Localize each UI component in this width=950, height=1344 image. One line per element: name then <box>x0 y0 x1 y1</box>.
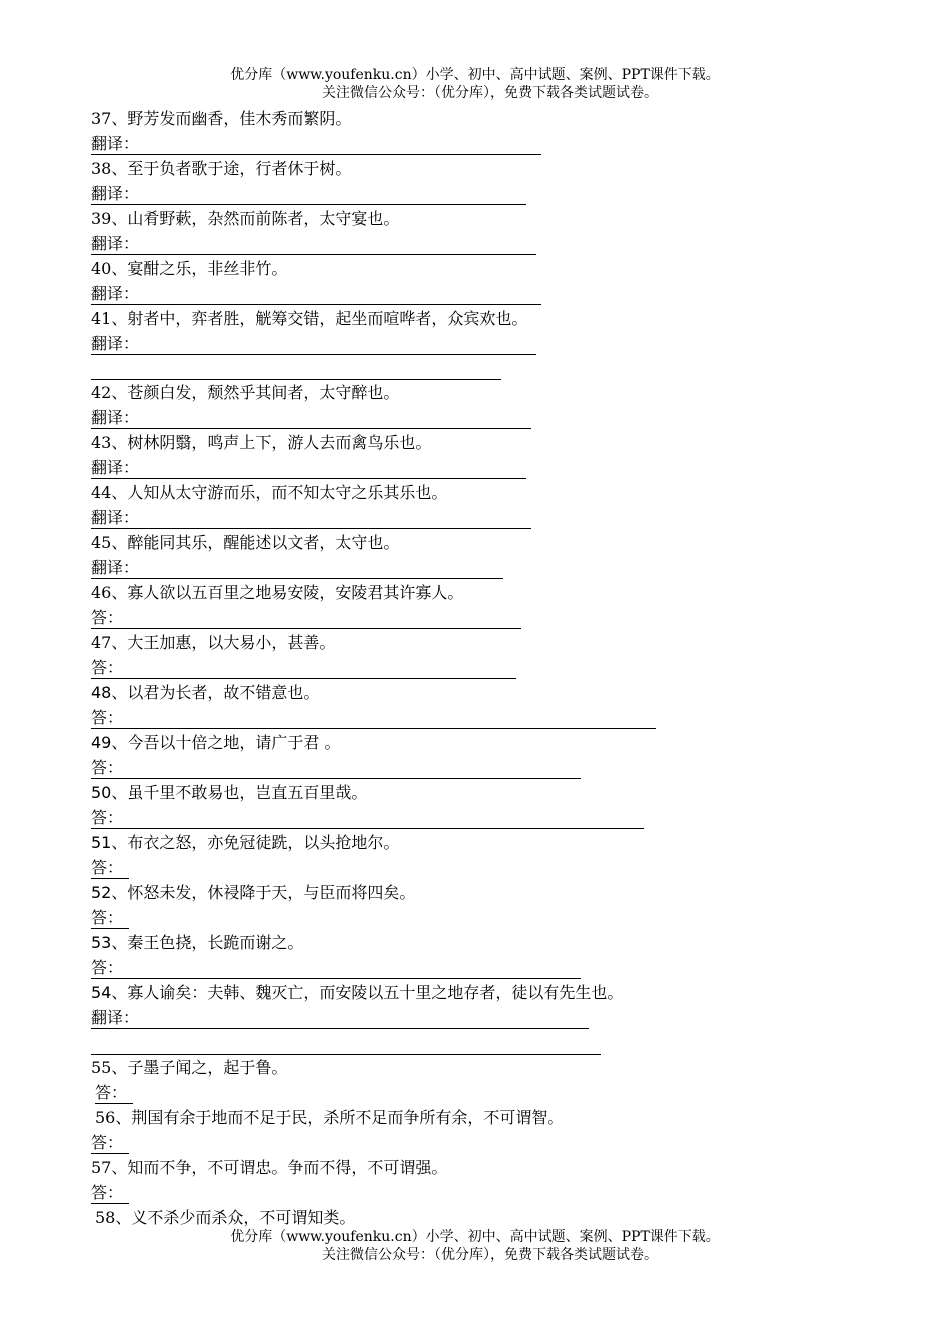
translate-label: 翻译： <box>91 558 140 577</box>
translate-label: 翻译： <box>91 284 140 303</box>
answer-line-54[interactable] <box>91 1005 911 1030</box>
answer-label: 答： <box>91 808 124 827</box>
answer-line-41[interactable] <box>91 331 911 356</box>
answer-line-37[interactable] <box>91 131 911 156</box>
answer-line-57[interactable] <box>91 1180 911 1205</box>
question-51: 51、布衣之怒，亦免冠徒跣，以头抢地尔。 <box>91 833 400 852</box>
answer-line-48[interactable] <box>91 705 911 730</box>
answer-line-38[interactable] <box>91 181 911 206</box>
answer-line-40[interactable] <box>91 281 911 306</box>
answer-line-43[interactable] <box>91 455 911 480</box>
answer-label: 答： <box>91 708 124 727</box>
answer-label: 答： <box>91 758 124 777</box>
translate-label: 翻译： <box>91 408 140 427</box>
answer-line-56[interactable] <box>91 1130 911 1155</box>
answer-line-55[interactable] <box>91 1080 911 1105</box>
answer-label: 答： <box>91 908 124 927</box>
question-38: 38、至于负者歌于途，行者休于树。 <box>91 159 352 178</box>
answer-label: 答： <box>91 658 124 677</box>
answer-line-39[interactable] <box>91 231 911 256</box>
translate-label: 翻译： <box>91 134 140 153</box>
answer-line-46[interactable] <box>91 605 911 630</box>
question-48: 48、以君为长者，故不错意也。 <box>91 683 320 702</box>
answer-line-53[interactable] <box>91 955 911 980</box>
answer-line-50[interactable] <box>91 805 911 830</box>
answer-line-52[interactable] <box>91 905 911 930</box>
header-line-2: 关注微信公众号：（优分库），免费下载各类试题试卷。 <box>322 85 658 101</box>
translate-label: 翻译： <box>91 1008 140 1027</box>
question-37: 37、野芳发而幽香，佳木秀而繁阴。 <box>91 109 352 128</box>
question-39: 39、山肴野蔌，杂然而前陈者，太守宴也。 <box>91 209 400 228</box>
question-50: 50、虽千里不敢易也，岂直五百里哉。 <box>91 783 368 802</box>
footer-line-2: 关注微信公众号：（优分库），免费下载各类试题试卷。 <box>322 1247 658 1263</box>
answer-label: 答： <box>91 1133 124 1152</box>
question-46: 46、寡人欲以五百里之地易安陵，安陵君其许寡人。 <box>91 583 464 602</box>
question-list <box>91 106 911 1230</box>
page-footer <box>0 1228 950 1264</box>
question-49: 49、今吾以十倍之地，请广于君 。 <box>91 733 341 752</box>
question-57: 57、知而不争，不可谓忠。争而不得，不可谓强。 <box>91 1158 448 1177</box>
answer-line-41-extra[interactable] <box>91 356 911 380</box>
question-53: 53、秦王色挠，长跪而谢之。 <box>91 933 304 952</box>
header-line-1: 优分库（www.youfenku.cn）小学、初中、高中试题、案例、PPT课件下载。 <box>230 67 720 83</box>
answer-label: 答： <box>95 1083 128 1102</box>
page-header <box>0 66 950 102</box>
answer-label: 答： <box>91 1183 124 1202</box>
question-54: 54、寡人谕矣：夫韩、魏灭亡，而安陵以五十里之地存者，徒以有先生也。 <box>91 983 624 1002</box>
question-44: 44、人知从太守游而乐，而不知太守之乐其乐也。 <box>91 483 448 502</box>
question-55: 55、子墨子闻之，起于鲁。 <box>91 1058 288 1077</box>
answer-line-44[interactable] <box>91 505 911 530</box>
translate-label: 翻译： <box>91 508 140 527</box>
question-40: 40、宴酣之乐，非丝非竹。 <box>91 259 288 278</box>
answer-label: 答： <box>91 858 124 877</box>
question-41: 41、射者中，弈者胜，觥筹交错，起坐而喧哗者，众宾欢也。 <box>91 309 528 328</box>
question-56: 56、荆国有余于地而不足于民，杀所不足而争所有余，不可谓智。 <box>95 1108 564 1127</box>
answer-line-47[interactable] <box>91 655 911 680</box>
translate-label: 翻译： <box>91 184 140 203</box>
translate-label: 翻译： <box>91 234 140 253</box>
question-42: 42、苍颜白发，颓然乎其间者，太守醉也。 <box>91 383 400 402</box>
translate-label: 翻译： <box>91 334 140 353</box>
answer-line-45[interactable] <box>91 555 911 580</box>
footer-line-1: 优分库（www.youfenku.cn）小学、初中、高中试题、案例、PPT课件下载。 <box>230 1229 720 1245</box>
answer-label: 答： <box>91 958 124 977</box>
question-58: 58、义不杀少而杀众，不可谓知类。 <box>95 1208 356 1227</box>
translate-label: 翻译： <box>91 458 140 477</box>
question-52: 52、怀怒未发，休祲降于天，与臣而将四矣。 <box>91 883 416 902</box>
question-47: 47、大王加惠，以大易小，甚善。 <box>91 633 336 652</box>
answer-line-51[interactable] <box>91 855 911 880</box>
question-43: 43、树林阴翳，鸣声上下，游人去而禽鸟乐也。 <box>91 433 432 452</box>
answer-line-54-extra[interactable] <box>91 1030 911 1055</box>
answer-label: 答： <box>91 608 124 627</box>
answer-line-42[interactable] <box>91 405 911 430</box>
question-45: 45、醉能同其乐，醒能述以文者，太守也。 <box>91 533 400 552</box>
answer-line-49[interactable] <box>91 755 911 780</box>
